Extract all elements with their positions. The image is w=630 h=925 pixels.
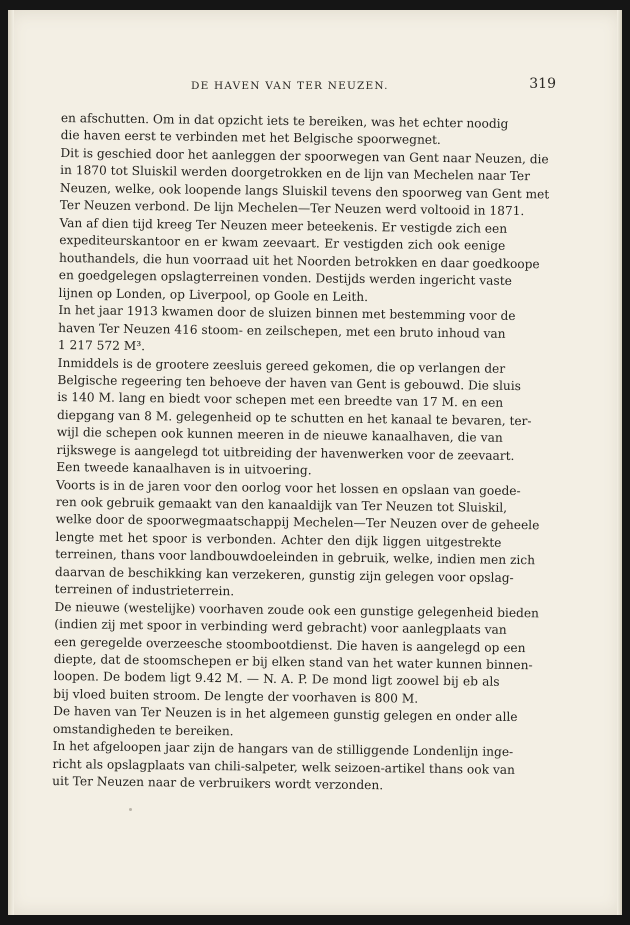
dust-speck <box>129 808 132 811</box>
text-line: lengte met het spoor is verbonden. Achter den dijk liggen uitgestrekte <box>55 529 502 550</box>
book-page <box>8 10 622 915</box>
paragraph-3 <box>58 215 540 308</box>
text-line: Een tweede kanaalhaven is in uitvoering. <box>56 459 312 478</box>
text-line: daarvan de beschikking kan verzekeren, gunstig zijn gelegen voor opslag- <box>54 564 514 585</box>
page-number: 319 <box>529 76 556 92</box>
paragraph-6 <box>54 477 540 605</box>
text-line: loopen. De bodem ligt 9.42 M. — N. A. P. De mond ligt zoowel bij eb als <box>53 669 500 690</box>
text-line: Dit is geschied door het aanleggen der spoorwegen van Gent naar Neuzen, die <box>60 146 549 167</box>
text-line: Voorts is in de jaren voor den oorlog voor het lossen en opslaan van goede- <box>56 477 521 498</box>
page-header <box>56 76 556 98</box>
text-line: houthandels, die hun voorraad uit het Noorden betrokken en daar goedkoope <box>58 250 540 271</box>
text-line: Inmiddels is de grootere zeesluis gereed gekomen, die op verlangen der <box>57 355 506 376</box>
page-edge-shadow <box>617 10 622 915</box>
paragraph-5 <box>56 355 532 483</box>
text-line: In het jaar 1913 kwamen door de sluizen binnen met bestemming voor de <box>58 303 516 324</box>
paragraph-2 <box>59 145 550 220</box>
text-line: haven Ter Neuzen 416 stoom- en zeilschepen, met een bruto inhoud van <box>58 320 506 341</box>
text-line: omstandigheden te bereiken. <box>52 721 234 739</box>
text-line: terreinen of industrieterrein. <box>54 581 235 599</box>
paragraph-1 <box>61 110 507 151</box>
page-gutter-shadow <box>8 10 14 915</box>
text-line: terreinen, thans voor landbouwdoeleinden in gebruik, welke, indien men zich <box>55 547 536 568</box>
paragraph-8 <box>52 703 518 744</box>
text-line: Van af dien tijd kreeg Ter Neuzen meer beteekenis. Er vestigde zich een <box>59 215 508 236</box>
text-line: en goedgelegen opslagterreinen vonden. Destijds werden ingericht vaste <box>58 268 512 289</box>
paragraph-9 <box>52 738 516 796</box>
paragraph-4 <box>57 302 516 360</box>
text-line: is 140 M. lang en biedt voor schepen met een breedte van 17 M. en een <box>57 390 504 411</box>
text-line: De nieuwe (westelijke) voorhaven zoude ook een gunstige gelegenheid bieden <box>54 599 540 621</box>
text-line: welke door de spoorwegmaatschappij Mechelen—Ter Neuzen over de geheele <box>55 512 540 533</box>
text-line: Belgische regeering ten behoeve der haven van Gent is gebouwd. Die sluis <box>57 373 522 394</box>
text-line: ren ook gebruik gemaakt van den kanaaldijk van Ter Neuzen tot Sluiskil, <box>55 495 508 515</box>
running-title: DE HAVEN VAN TER NEUZEN. <box>191 80 389 92</box>
text-line: Ter Neuzen verbond. De lijn Mechelen—Ter Neuzen werd voltooid in 1871. <box>59 198 525 219</box>
text-line: (indien zij met spoor in verbinding werd gebracht) voor aanlegplaats van <box>54 617 507 637</box>
paragraph-7 <box>53 599 540 709</box>
text-line: diepgang van 8 M. gelegenheid op te schutten en het kanaal te bevaren, ter- <box>56 407 532 429</box>
text-line: diepte, dat de stoomschepen er bij elken stand van het water kunnen binnen- <box>53 651 533 673</box>
text-line: bij vloed buiten stroom. De lengte der voorhaven is 800 M. <box>53 686 419 706</box>
text-line: uit Ter Neuzen naar de verbruikers wordt verzonden. <box>52 774 384 793</box>
text-line: wijl die schepen ook kunnen meeren in de nieuwe kanaalhaven, die van <box>56 425 503 446</box>
text-line: 1 217 572 M³. <box>57 337 146 354</box>
body-text <box>52 110 550 797</box>
text-line: expediteurskantoor en er kwam zeevaart. Er vestigden zich ook eenige <box>59 233 506 254</box>
text-line: rijkswege is aangelegd tot uitbreiding der havenwerken voor de zeevaart. <box>56 442 515 463</box>
text-line: Neuzen, welke, ook loopende langs Sluiskil tevens den spoorweg van Gent met <box>59 180 550 202</box>
text-line: richt als opslagplaats van chili-salpeter, welk seizoen-artikel thans ook van <box>52 756 516 777</box>
text-line: In het afgeloopen jaar zijn de hangars van de stilliggende Londenlijn inge- <box>52 739 514 760</box>
text-line: lijnen op Londen, op Liverpool, op Goole en Leith. <box>58 285 369 304</box>
text-line: in 1870 tot Sluiskil werden doorgetrokken en de lijn van Mechelen naar Ter <box>60 163 531 184</box>
text-line: een geregelde overzeesche stoombootdienst. Die haven is aangelegd op een <box>53 634 526 655</box>
text-line: De haven van Ter Neuzen is in het algemeen gunstig gelegen en onder alle <box>53 704 518 725</box>
text-line: die haven eerst te verbinden met het Belgische spoorwegnet. <box>60 128 441 148</box>
text-line: en afschutten. Om in dat opzicht iets te bereiken, was het echter noodig <box>60 110 509 131</box>
